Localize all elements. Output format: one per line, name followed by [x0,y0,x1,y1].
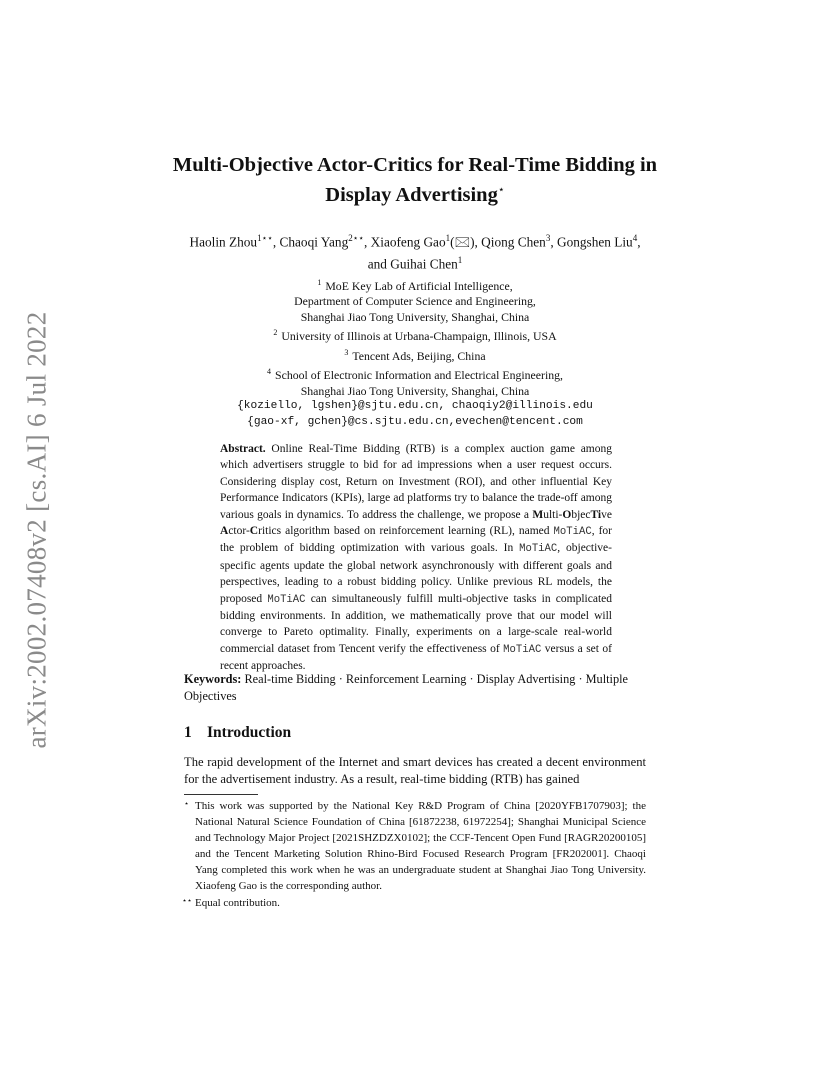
affiliation-line: Department of Computer Science and Engineering, [294,294,536,309]
affiliation-text: School of Electronic Information and Electrical Engineering, [275,368,563,383]
affiliation-line: Shanghai Jiao Tong University, Shanghai, China [300,383,530,398]
author-name: Haolin Zhou [189,234,258,250]
model-name: MoTiAC [519,543,558,556]
abstract-text: can simultaneously fulfill multi-objective tasks in complicated bidding environments. In addition, we mathematically prove that our model will converge to Pareto optimality. Finally, experiments on a large-scale real-world commercial dataset from Tencent verify the effectiveness of [220,592,612,655]
abstract-text: bjec [571,508,591,521]
section-number: 1 [184,724,192,741]
section-title: Introduction [207,724,292,741]
abstract-text: Online Real-Time Bidding (RTB) is a complex auction game among which advertisers struggle to bid for ad impressions when a user request occurs. Considering display cost, Return on Investment (ROI), and other influential Key Performance Indicators (KPIs), large ad platforms try to balance the trade-off among various goals in dynamics. To address the challenge, we propose a [220,443,612,521]
abstract-text: ve [601,508,612,521]
arxiv-id-text: arXiv:2002.07408v2 [cs.AI] 6 Jul 2022 [21,311,52,749]
keywords-text: Real-time Bidding · Reinforcement Learning · Display Advertising · Multiple Objectives [184,672,628,703]
acronym-letter: M [532,508,544,521]
abstract-text: ritics algorithm based on reinforcement learning (RL), named [258,525,554,538]
footnote-equal-contribution [184,895,646,911]
title-line-2: Display Advertising [325,183,498,206]
author-list [120,229,710,274]
acronym-letter: O [562,508,572,521]
model-name: MoTiAC [503,643,542,656]
abstract-text: versus a set of recent approaches. [220,642,613,673]
footnote-text: This work was supported by the National Key R&D Program of China [2020YFB1707903]; the National Natural Science Foundation of China [61872238, 61972254]; Shanghai Municipal Science and Technology Major Project [2021SHZDZX0102]; the CCF-Tencent Open Fund [RAGR20200105] and the Tencent Marketing Solution Rhino-Bird Focused Research Program [FR202001]. Chaoqi Yang completed this work when he was an undergraduate student at Shanghai Jiao Tong University. Xiaofeng Gao is the corresponding author. [195,800,646,893]
author-affiliation-mark: 1 [445,233,451,243]
model-name: MoTiAC [267,593,306,606]
arxiv-side-stamp [14,305,60,755]
author-name: and Guihai Chen [367,256,458,272]
abstract-text: ulti- [543,508,563,521]
footnote-funding [184,798,646,895]
author-affiliation-mark: 4 [632,233,638,243]
acronym-letter: C [249,525,259,538]
author-affiliation-mark: 1⋆⋆ [257,233,273,243]
abstract-paragraph [220,441,612,675]
acronym-letter: Ti [590,508,602,521]
affiliation-number: 2 [273,328,278,338]
keywords-paragraph [184,671,646,704]
author-affiliation-mark: 2⋆⋆ [348,233,364,243]
affiliation-text: University of Illinois at Urbana-Champaign, Illinois, USA [281,329,557,344]
author-name: , Xiaofeng Gao [364,234,446,250]
affiliation-number: 1 [317,278,322,287]
abstract-text: , for the problem of bidding optimization with various goals. In [220,525,612,555]
author-affiliation-mark: 3 [545,233,551,243]
envelope-icon: (🖂) [450,234,475,250]
affiliation-line [120,275,710,294]
author-name: , Gongshen Liu [550,234,633,250]
affiliation-line: Shanghai Jiao Tong University, Shanghai, China [300,309,530,324]
abstract-text: ctor- [228,525,250,538]
title-line-1: Multi-Objective Actor-Critics for Real-Time Bidding in [172,154,658,176]
paper-title [120,153,710,208]
author-email-line: {koziello, lgshen}@sjtu.edu.cn, chaoqiy2@illinois.edu [237,400,593,413]
author-name: , Chaoqi Yang [272,234,349,250]
footnote-rule [184,794,258,795]
acronym-letter: A [220,525,229,538]
model-name: MoTiAC [553,526,592,539]
keywords-label: Keywords: [184,672,242,686]
footnote-mark: ⋆⋆ [182,895,193,905]
affiliation-line [120,325,710,344]
author-name: , Qiong Chen [474,234,546,250]
abstract-label: Abstract. [220,443,266,455]
affiliation-line [120,345,710,364]
section-heading [184,724,291,742]
affiliation-text: MoE Key Lab of Artificial Intelligence, [325,278,513,293]
author-separator: , [637,234,641,250]
footnote-text: Equal contribution. [195,896,280,909]
affiliation-number: 4 [267,367,272,377]
footnotes [184,798,646,911]
affiliation-number: 3 [344,347,349,357]
affiliation-list [120,275,710,430]
abstract-text: , objective-specific agents update the global network asynchronously with different goals and perspectives, leading to a robust bidding policy. Unlike previous RL models, the proposed [220,542,612,605]
affiliation-line [120,364,710,383]
footnote-mark: ⋆ [184,799,190,808]
author-affiliation-mark: 1 [457,255,463,266]
title-footnote-mark: ⋆ [497,184,505,196]
affiliation-text: Tencent Ads, Beijing, China [352,348,486,363]
author-email-line: {gao-xf, gchen}@cs.sjtu.edu.cn,evechen@tencent.com [247,415,583,428]
intro-paragraph: The rapid development of the Internet and smart devices has created a decent environment for the advertisement industry. As a result, real-time bidding (RTB) has gained [184,755,646,786]
